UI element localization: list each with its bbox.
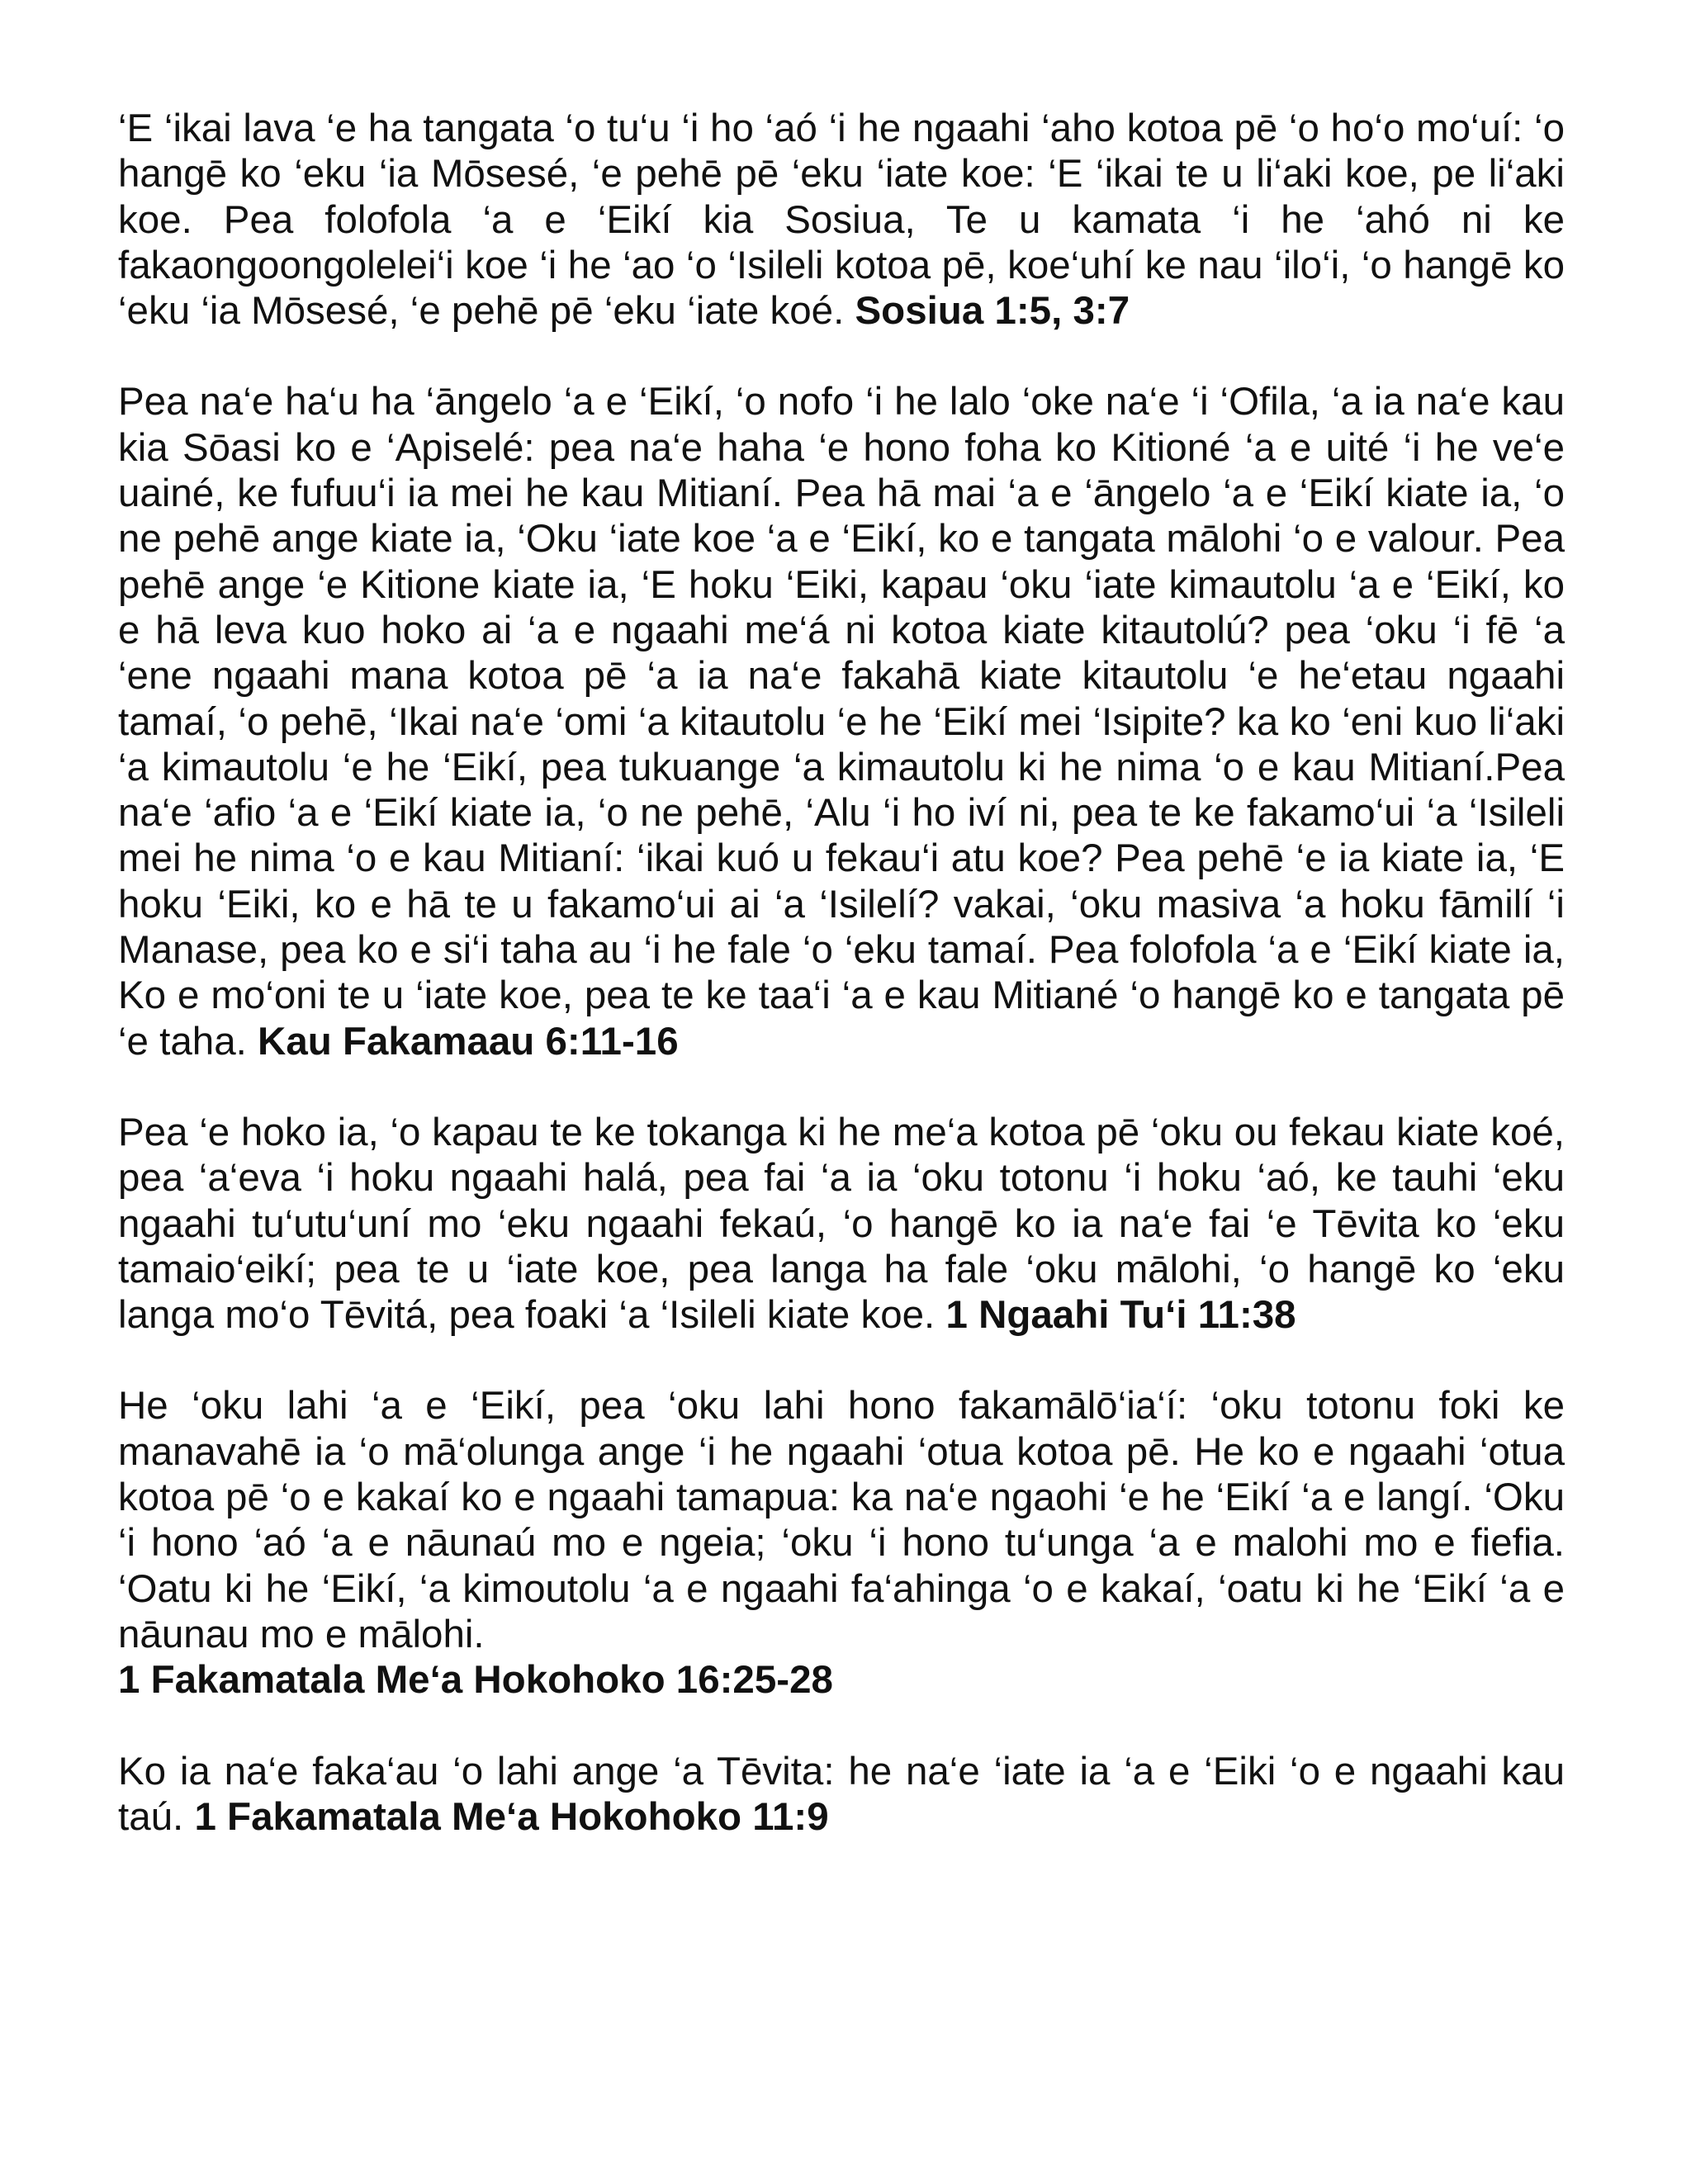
passage-joshua [118, 106, 1565, 334]
passage-text: ‘E ‘ikai lava ‘e ha tangata ‘o tu‘u ‘i ho ‘aó ‘i he ngaahi ‘aho kotoa pē ‘o ho‘o mo‘uí: ‘o hangē ko ‘eku ‘ia Mōsesé, ‘e pehē pē ‘eku ‘iate koe: ‘E ‘ikai te u li‘aki koe, pe li‘aki koe. Pea folofola ‘a e ‘Eikí kia Sosiua, Te u kamata ‘i he ‘ahó ni ke fakaongoongolelei‘i koe ‘i he ‘ao ‘o ‘Isileli kotoa pē, koe‘uhí ke nau ‘ilo‘i, ‘o hangē ko ‘eku ‘ia Mōsesé, ‘e pehē pē ‘eku ‘iate koé. [118, 107, 1565, 334]
passage-judges [118, 379, 1565, 1064]
passage-kings [118, 1110, 1565, 1338]
document-page [118, 106, 1565, 1885]
scripture-reference: 1 Fakamatala Me‘a Hokohoko 11:9 [194, 1794, 829, 1839]
passage-chronicles-16 [118, 1383, 1565, 1703]
passage-text: Ko ia na‘e faka‘au ‘o lahi ange ‘a Tēvita: he na‘e ‘iate ia ‘a e ‘Eiki ‘o e ngaahi kau taú. [118, 1749, 1565, 1839]
scripture-reference: 1 Fakamatala Me‘a Hokohoko 16:25-28 [118, 1658, 833, 1703]
passage-text: He ‘oku lahi ‘a e ‘Eikí, pea ‘oku lahi hono fakamālō‘ia‘í: ‘oku totonu foki ke manavahē ia ‘o mā‘olunga ange ‘i he ngaahi ‘otua kotoa pē. He ko e ngaahi ‘otua kotoa pē ‘o e kakaí ko e ngaahi tamapua: ka na‘e ngaohi ‘e he ‘Eikí ‘a e langí. ‘Oku ‘i hono ‘aó ‘a e nāunaú mo e ngeia; ‘oku ‘i hono tu‘unga ‘a e malohi mo e fiefia. ‘Oatu ki he ‘Eikí, ‘a kimoutolu ‘a e ngaahi fa‘ahinga ‘o e kakaí, ‘oatu ki he ‘Eikí ‘a e nāunau mo e mālohi. [118, 1384, 1565, 1656]
passage-chronicles-11 [118, 1749, 1565, 1841]
scripture-reference: 1 Ngaahi Tu‘i 11:38 [945, 1293, 1296, 1338]
scripture-reference: Kau Fakamaau 6:11-16 [258, 1019, 679, 1064]
passage-text: Pea na‘e ha‘u ha ‘āngelo ‘a e ‘Eikí, ‘o nofo ‘i he lalo ‘oke na‘e ‘i ‘Ofila, ‘a ia na‘e kau kia Sōasi ko e ‘Apiselé: pea na‘e haha ‘e hono foha ko Kitioné ‘a e uité ‘i he ve‘e uainé, ke fufuu‘i ia mei he kau Mitianí. Pea hā mai ‘a e ‘āngelo ‘a e ‘Eikí kiate ia, ‘o ne pehē ange kiate ia, ‘Oku ‘iate koe ‘a e ‘Eikí, ko e tangata mālohi ‘o e valour. Pea pehē ange ‘e Kitione kiate ia, ‘E hoku ‘Eiki, kapau ‘oku ‘iate kimautolu ‘a e ‘Eikí, ko e hā leva kuo hoko ai ‘a e ngaahi me‘á ni kotoa kiate kitautolú? pea ‘oku ‘i fē ‘a ‘ene ngaahi mana kotoa pē ‘a ia na‘e fakahā kiate kitautolu ‘e he‘etau ngaahi tamaí, ‘o pehē, ‘Ikai na‘e ‘omi ‘a kitautolu ‘e he ‘Eikí mei ‘Isipite? ka ko ‘eni kuo li‘aki ‘a kimautolu ‘e he ‘Eikí, pea tukuange ‘a kimautolu ki he nima ‘o e kau Mitianí.Pea na‘e ‘afio ‘a e ‘Eikí kiate ia, ‘o ne pehē, ‘Alu ‘i ho iví ni, pea te ke fakamo‘ui ‘a ‘Isileli mei he nima ‘o e kau Mitianí: ‘ikai kuó u fekau‘i atu koe? Pea pehē ‘e ia kiate ia, ‘E hoku ‘Eiki, ko e hā te u fakamo‘ui ai ‘a ‘Isilelí? vakai, ‘oku masiva ‘a hoku fāmilí ‘i Manase, pea ko e si‘i taha au ‘i he fale ‘o ‘eku tamaí. Pea folofola ‘a e ‘Eikí kiate ia, Ko e mo‘oni te u ‘iate koe, pea te ke taa‘i ‘a e kau Mitiané ‘o hangē ko e tangata pē ‘e taha. [118, 380, 1565, 1064]
scripture-reference: Sosiua 1:5, 3:7 [855, 289, 1130, 334]
passage-text: Pea ‘e hoko ia, ‘o kapau te ke tokanga ki he me‘a kotoa pē ‘oku ou fekau kiate koé, pea ‘a‘eva ‘i hoku ngaahi halá, pea fai ‘a ia ‘oku totonu ‘i hoku ‘aó, ke tauhi ‘eku ngaahi tu‘utu‘uní mo ‘eku ngaahi fekaú, ‘o hangē ko ia na‘e fai ‘e Tēvita ko ‘eku tamaio‘eikí; pea te u ‘iate koe, pea langa ha fale ‘oku mālohi, ‘o hangē ko ‘eku langa mo‘o Tēvitá, pea foaki ‘a ‘Isileli kiate koe. [118, 1110, 1565, 1338]
